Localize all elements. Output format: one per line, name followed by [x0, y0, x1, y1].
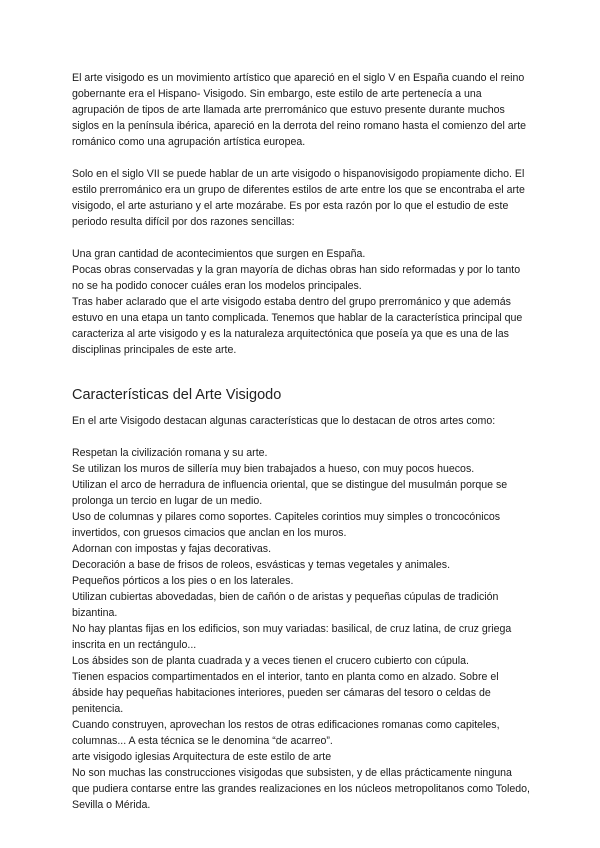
characteristic-item: Decoración a base de frisos de roleos, esvásticas y temas vegetales y animales. [72, 559, 451, 571]
characteristic-item: Utilizan el arco de herradura de influencia oriental, que se distingue del musulmán porque se prolonga un tercio en lugar de un medio. [72, 479, 508, 507]
reason-item: Pocas obras conservadas y la gran mayoría de dichas obras han sido reformadas y por lo tanto no se ha podido conocer cuáles eran los modelos principales. [72, 264, 521, 292]
reason-item: Tras haber aclarado que el arte visigodo estaba dentro del grupo prerrománico y que además estuvo en una etapa un tanto complicada. Tenemos que hablar de la característica principal que caracteriza al arte visigodo y es la naturaleza arquitectónica que poseía ya que es una de las disciplinas principales de este arte. [72, 296, 523, 356]
characteristic-item: Pequeños pórticos a los pies o en los laterales. [72, 575, 294, 587]
characteristic-item: Utilizan cubiertas abovedadas, bien de cañón o de aristas y pequeñas cúpulas de tradición bizantina. [72, 591, 499, 619]
characteristic-item: Uso de columnas y pilares como soportes. Capiteles corintios muy simples o troncocónicos invertidos, con gruesos cimacios que anclan en los muros. [72, 511, 501, 539]
characteristic-item: No son muchas las construcciones visigodas que subsisten, y de ellas prácticamente ninguna que pudiera contarse entre las grandes realizaciones en los núcleos metropolitanos como Toledo, Sevilla o Mérida. [72, 767, 530, 811]
section-intro: En el arte Visigodo destacan algunas características que lo destacan de otros artes como: [72, 415, 496, 427]
section-heading: Características del Arte Visigodo [72, 387, 282, 403]
characteristic-item: Adornan con impostas y fajas decorativas. [72, 543, 272, 555]
characteristic-item: Respetan la civilización romana y su arte. [72, 447, 268, 459]
characteristic-item: arte visigodo iglesias Arquitectura de este estilo de arte [72, 751, 332, 763]
intro-paragraph-1: El arte visigodo es un movimiento artístico que apareció en el siglo V en España cuando el reino gobernante era el Hispano- Visigodo. Sin embargo, este estilo de arte pertenecía a una agrupación de tipos de arte llamada arte prerrománico que estuvo presente durante muchos siglos en la península ibérica, apareció en la derrota del reino romano hasta el comienzo del arte románico como una agrupación artística europea. [72, 72, 527, 148]
reasons-list [72, 246, 530, 358]
characteristic-item: Tienen espacios compartimentados en el interior, tanto en planta como en alzado. Sobre el ábside hay pequeñas habitaciones interiores, pueden ser cámaras del tesoro o celdas de penitencia. [72, 671, 499, 715]
characteristic-item: Se utilizan los muros de sillería muy bien trabajados a hueso, con muy pocos huecos. [72, 463, 475, 475]
reason-item: Una gran cantidad de acontecimientos que surgen en España. [72, 248, 366, 260]
intro-paragraph-2: Solo en el siglo VII se puede hablar de un arte visigodo o hispanovisigodo propiamente dicho. El estilo prerrománico era un grupo de diferentes estilos de arte entre los que se encontraba el arte visigodo, el arte asturiano y el arte mozárabe. Es por esta razón por lo que el estudio de este periodo resulta difícil por dos razones sencillas: [72, 168, 525, 228]
characteristics-list [72, 445, 530, 813]
characteristic-item: No hay plantas fijas en los edificios, son muy variadas: basilical, de cruz latina, de cruz griega inscrita en un rectángulo... [72, 623, 512, 651]
characteristic-item: Cuando construyen, aprovechan los restos de otras edificaciones romanas como capiteles, columnas... A esta técnica se le denomina “de acarreo”. [72, 719, 500, 747]
characteristic-item: Los ábsides son de planta cuadrada y a veces tienen el crucero cubierto con cúpula. [72, 655, 469, 667]
